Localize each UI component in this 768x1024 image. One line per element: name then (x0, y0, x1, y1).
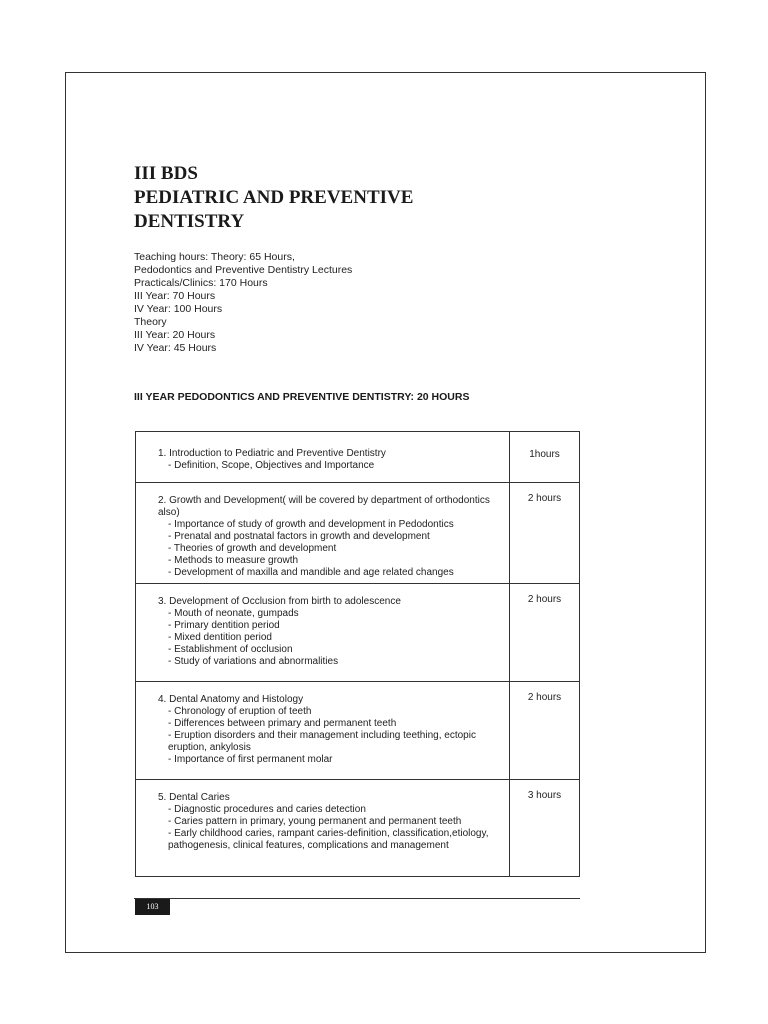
page-number: 103 (135, 899, 170, 915)
topic-heading: 5. Dental Caries (158, 792, 230, 803)
title-line-1: III BDS (134, 163, 198, 184)
hours-cell: 2 hours (510, 682, 580, 780)
topic-subitem: - Definition, Scope, Objectives and Importance (168, 460, 375, 471)
topic-heading: 1. Introduction to Pediatric and Preventive Dentistry (158, 448, 386, 459)
hours-cell: 1hours (510, 432, 580, 483)
table-row (136, 682, 580, 780)
topic-subitem: - Importance of first permanent molar (168, 754, 333, 765)
footer-rule (134, 898, 580, 899)
topic-cell (136, 584, 510, 682)
teaching-hours-line: III Year: 20 Hours (134, 329, 216, 341)
topic-subitem: - Mouth of neonate, gumpads (168, 608, 299, 619)
topic-subitem: - Diagnostic procedures and caries detection (168, 804, 366, 815)
hours-cell: 2 hours (510, 584, 580, 682)
hours-cell: 2 hours (510, 483, 580, 584)
teaching-hours-line: Teaching hours: Theory: 65 Hours, (134, 251, 295, 263)
topic-heading: 3. Development of Occlusion from birth to adolescence (158, 596, 401, 607)
topic-subitem: - Eruption disorders and their management including teething, ectopic eruption, ankylosis (168, 730, 476, 753)
teaching-hours-line: Theory (134, 316, 167, 328)
topic-subitem: - Mixed dentition period (168, 632, 272, 643)
topics-table (135, 431, 580, 877)
topic-cell (136, 432, 510, 483)
teaching-hours-block (134, 251, 352, 355)
title-line-3: DENTISTRY (134, 211, 245, 232)
topic-heading: 2. Growth and Development( will be covered by department of orthodontics also) (158, 495, 490, 518)
topic-subitem: - Theories of growth and development (168, 543, 337, 554)
topic-subitem: - Primary dentition period (168, 620, 280, 631)
topic-heading: 4. Dental Anatomy and Histology (158, 694, 304, 705)
teaching-hours-line: Practicals/Clinics: 170 Hours (134, 277, 268, 289)
topic-cell (136, 483, 510, 584)
teaching-hours-line: IV Year: 45 Hours (134, 342, 217, 354)
topic-subitem: - Differences between primary and permanent teeth (168, 718, 397, 729)
topic-subitem: - Chronology of eruption of teeth (168, 706, 312, 717)
topic-subitem: - Prenatal and postnatal factors in growth and development (168, 531, 430, 542)
topic-subitem: - Methods to measure growth (168, 555, 299, 566)
teaching-hours-line: IV Year: 100 Hours (134, 303, 223, 315)
section-heading: III YEAR PEDODONTICS AND PREVENTIVE DENTISTRY: 20 HOURS (134, 391, 470, 403)
topic-subitem: - Establishment of occlusion (168, 644, 293, 655)
table-row (136, 584, 580, 682)
teaching-hours-line: Pedodontics and Preventive Dentistry Lectures (134, 264, 353, 276)
topic-subitem: - Caries pattern in primary, young permanent and permanent teeth (168, 816, 462, 827)
topic-subitem: - Study of variations and abnormalities (168, 656, 339, 667)
topic-subitem: - Importance of study of growth and development in Pedodontics (168, 519, 454, 530)
table-row (136, 780, 580, 877)
hours-cell: 3 hours (510, 780, 580, 877)
topic-subitem: - Early childhood caries, rampant caries-definition, classification,etiology, pathogenesis, clinical features, complications and management (168, 828, 489, 851)
table-row (136, 432, 580, 483)
topic-subitem: - Development of maxilla and mandible and age related changes (168, 567, 454, 578)
teaching-hours-line: III Year: 70 Hours (134, 290, 216, 302)
topic-cell (136, 780, 510, 877)
title-line-2: PEDIATRIC AND PREVENTIVE (134, 187, 414, 208)
page-title (134, 162, 413, 234)
topic-cell (136, 682, 510, 780)
table-row (136, 483, 580, 584)
